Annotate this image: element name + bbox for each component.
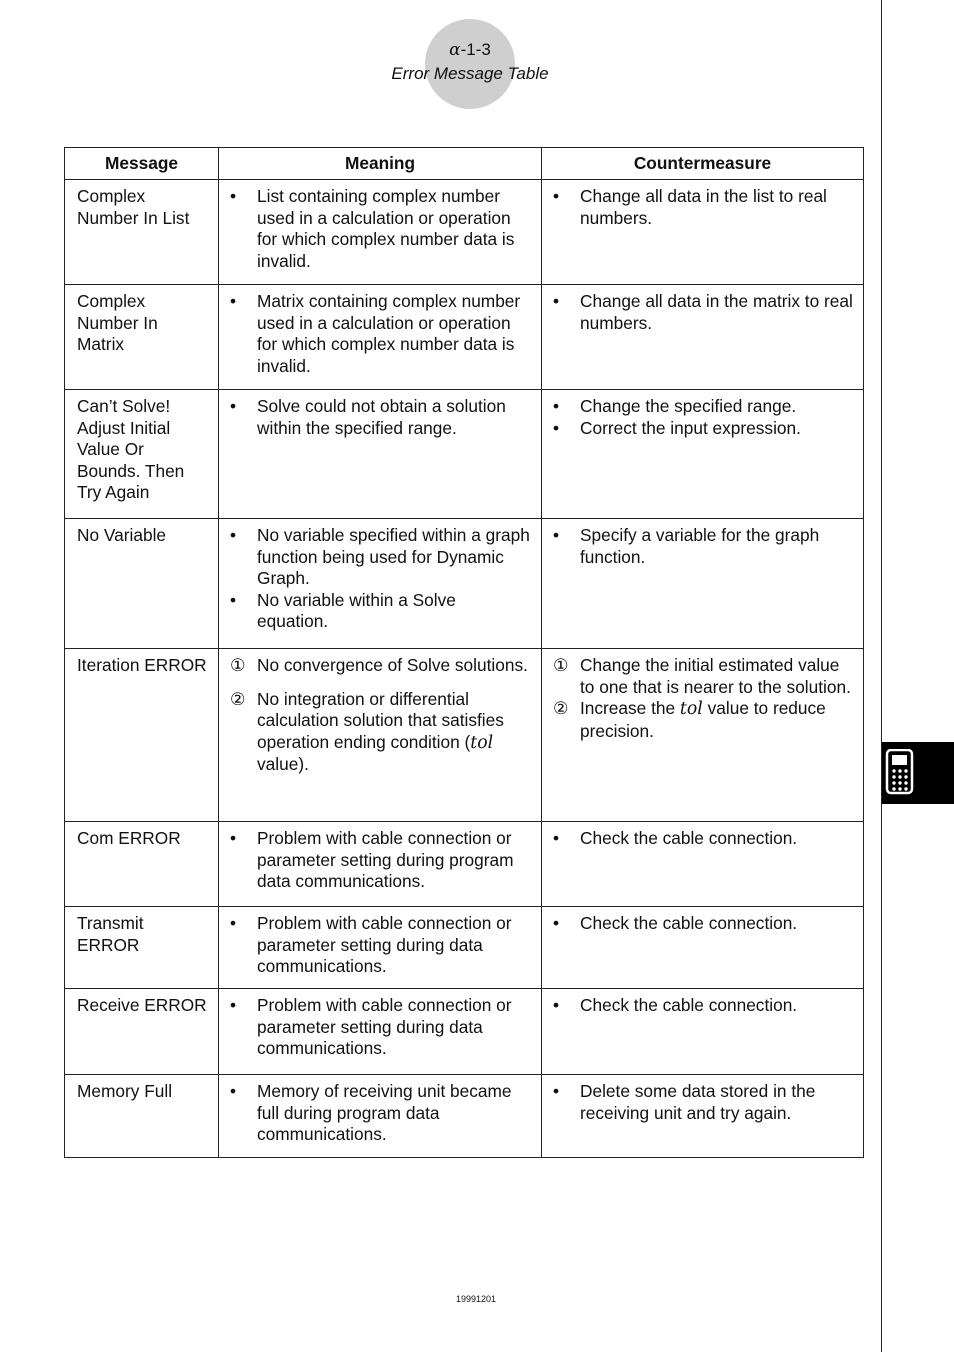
list-item [230, 689, 531, 776]
list-item [553, 418, 853, 440]
tol-symbol: tol [679, 699, 703, 719]
bullet: • [553, 291, 560, 311]
error-message-cell: Com ERROR [65, 822, 219, 907]
list-item [553, 655, 853, 698]
meaning-cell [219, 822, 542, 907]
item-text: Problem with cable connection or parameter setting during program data communications. [257, 828, 514, 891]
bullet: • [230, 291, 237, 311]
list-item [553, 828, 853, 850]
table-row [65, 907, 864, 989]
error-message-cell: No Variable [65, 519, 219, 649]
countermeasure-cell [542, 907, 864, 989]
item-text: Check the cable connection. [580, 995, 798, 1015]
bullet: • [553, 417, 560, 438]
item-text: No variable within a Solve equation. [257, 589, 456, 631]
meaning-cell [219, 649, 542, 822]
bullet: • [230, 913, 237, 933]
column-header-message: Message [65, 148, 219, 180]
step-number: ② [553, 698, 569, 718]
item-text: Solve could not obtain a solution within the specified range. [257, 396, 506, 438]
step-number: ② [230, 688, 246, 709]
table-row [65, 989, 864, 1075]
item-text: Specify a variable for the graph function. [580, 525, 820, 567]
step-number: ① [230, 655, 246, 675]
list-item [230, 590, 531, 633]
item-text: Memory of receiving unit became full during program data communications. [257, 1081, 512, 1144]
list-item [553, 1081, 853, 1124]
tol-symbol: tol [470, 732, 494, 753]
error-message-cell: Receive ERROR [65, 989, 219, 1075]
bullet: • [230, 589, 237, 610]
item-text: Delete some data stored in the receiving unit and try again. [580, 1081, 816, 1123]
bullet: • [553, 186, 560, 206]
item-text: Increase the tol value to reduce precision. [580, 698, 826, 741]
list-item [553, 995, 853, 1017]
bullet: • [230, 186, 237, 206]
page-edge-line [881, 0, 882, 1352]
item-text: Correct the input expression. [580, 417, 801, 438]
item-text: Change the initial estimated value to one that is nearer to the solution. [580, 655, 851, 697]
footer-code: 19991201 [455, 1294, 497, 1304]
item-text: List containing complex number used in a calculation or operation for which complex number data is invalid. [257, 186, 515, 271]
countermeasure-cell [542, 519, 864, 649]
column-header-countermeasure: Countermeasure [542, 148, 864, 180]
bullet: • [553, 913, 560, 933]
table-row [65, 649, 864, 822]
error-message-cell: Transmit ERROR [65, 907, 219, 989]
bullet: • [553, 828, 560, 848]
list-item [230, 828, 531, 893]
error-message-cell: Complex Number In Matrix [65, 285, 219, 390]
item-text: Change all data in the list to real numbers. [580, 186, 827, 228]
bullet: • [230, 396, 237, 416]
item-text: Check the cable connection. [580, 828, 798, 848]
list-item [230, 995, 531, 1060]
list-item [553, 291, 853, 334]
countermeasure-cell [542, 285, 864, 390]
calculator-icon [885, 749, 915, 795]
meaning-cell [219, 285, 542, 390]
list-item [230, 396, 531, 439]
item-text: Check the cable connection. [580, 913, 798, 933]
meaning-cell [219, 180, 542, 285]
table-row [65, 1075, 864, 1158]
section-title: Error Message Table [391, 64, 549, 83]
item-text: Problem with cable connection or parameter setting during data communications. [257, 913, 512, 976]
table-header-row [65, 148, 864, 180]
list-item [553, 913, 853, 935]
meaning-cell [219, 390, 542, 519]
bullet: • [553, 525, 560, 545]
meaning-cell [219, 1075, 542, 1158]
meaning-cell [219, 519, 542, 649]
list-item [553, 698, 853, 742]
bullet: • [553, 1081, 560, 1101]
item-text: Matrix containing complex number used in a calculation or operation for which complex number data is invalid. [257, 291, 521, 376]
item-text: Problem with cable connection or parameter setting during data communications. [257, 995, 512, 1058]
list-item [230, 291, 531, 377]
list-item [553, 525, 853, 568]
list-item [553, 396, 853, 418]
bullet: • [230, 525, 237, 545]
item-text: No convergence of Solve solutions. [257, 655, 528, 675]
countermeasure-cell [542, 180, 864, 285]
countermeasure-cell [542, 390, 864, 519]
item-text: Change all data in the matrix to real numbers. [580, 291, 853, 333]
error-message-cell: Iteration ERROR [65, 649, 219, 822]
item-text: Change the specified range. [580, 396, 797, 416]
countermeasure-cell [542, 822, 864, 907]
table-row [65, 390, 864, 519]
table-row [65, 285, 864, 390]
bullet: • [553, 396, 560, 416]
countermeasure-cell [542, 1075, 864, 1158]
bullet: • [553, 995, 560, 1015]
chapter-tab [882, 742, 954, 804]
table-row [65, 180, 864, 285]
column-header-meaning: Meaning [219, 148, 542, 180]
item-text: No integration or differential calculation solution that satisfies operation ending condition (tol value). [257, 688, 504, 774]
meaning-cell [219, 989, 542, 1075]
page-number: α-1-3 [449, 40, 491, 60]
bullet: • [230, 995, 237, 1015]
error-message-cell: Complex Number In List [65, 180, 219, 285]
countermeasure-cell [542, 989, 864, 1075]
list-item [230, 1081, 531, 1146]
countermeasure-cell [542, 649, 864, 822]
table-row [65, 822, 864, 907]
step-number: ① [553, 655, 569, 675]
bullet: • [230, 1081, 237, 1101]
error-message-cell: Can’t Solve! Adjust Initial Value Or Bounds. Then Try Again [65, 390, 219, 519]
list-item [230, 186, 531, 272]
list-item [230, 655, 531, 677]
item-text: No variable specified within a graph function being used for Dynamic Graph. [257, 525, 530, 588]
list-item [230, 913, 531, 978]
list-item [230, 525, 531, 590]
error-message-cell: Memory Full [65, 1075, 219, 1158]
meaning-cell [219, 907, 542, 989]
error-message-table [64, 147, 864, 1158]
table-row [65, 519, 864, 649]
list-item [553, 186, 853, 229]
bullet: • [230, 828, 237, 848]
